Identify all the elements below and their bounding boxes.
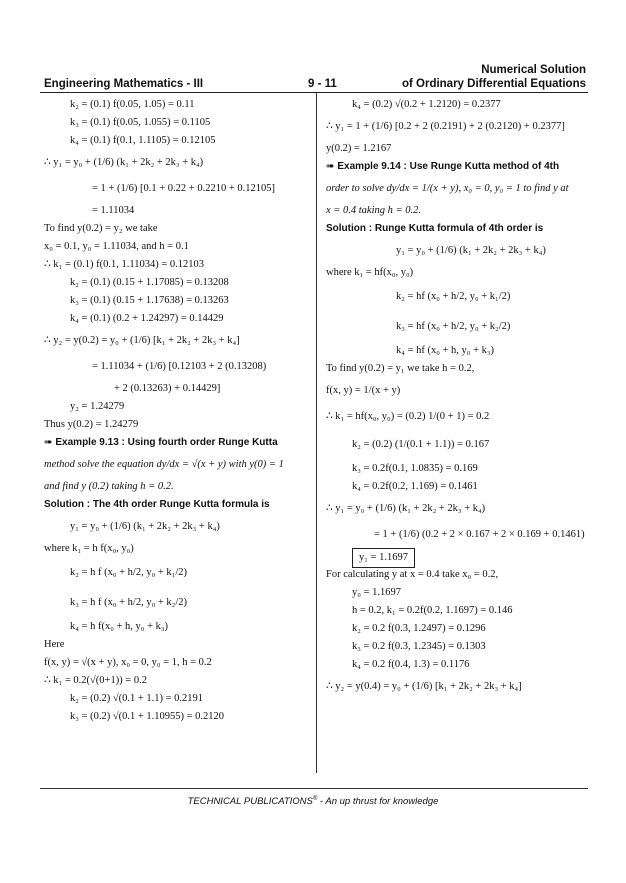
math-line [44, 416, 312, 434]
math-line-text: k₃ = 0.2f(0.1, 1.0835) = 0.169 [352, 463, 478, 474]
math-line-text: Solution : Runge Kutta formula of 4th order is [326, 223, 544, 234]
math-line [326, 220, 588, 238]
math-line-text: y₁ = 1.1697 [352, 548, 415, 568]
left-column [44, 96, 312, 726]
math-line [326, 496, 588, 522]
math-line [44, 150, 312, 176]
math-line-text: h = 0.2, k₁ = 0.2f(0.2, 1.1697) = 0.146 [352, 605, 513, 616]
math-line-text: For calculating y at x = 0.4 take x₀ = 0.2, [326, 569, 499, 580]
math-line-text: ∴ k₁ = (0.1) f(0.1, 1.11034) = 0.12103 [44, 259, 205, 270]
math-line-text: y₁ = y₀ + (1/6) (k₁ + 2k₂ + 2k₃ + k₄) [396, 245, 546, 256]
math-line [44, 478, 312, 496]
math-line [326, 140, 588, 158]
math-line [326, 342, 588, 360]
math-line [44, 96, 312, 114]
math-line-text: x₀ = 0.1, y₀ = 1.11034, and h = 0.1 [44, 241, 189, 252]
math-line [326, 674, 588, 700]
publisher-name: TECHNICAL PUBLICATIONS [187, 796, 313, 808]
math-line [326, 202, 588, 220]
math-line-text: y₀ = 1.1697 [352, 587, 401, 598]
math-line [44, 708, 312, 726]
math-line [326, 238, 588, 264]
math-line [44, 114, 312, 132]
math-line-text: where k₁ = hf(x₀, y₀) [326, 267, 414, 278]
math-line [326, 176, 588, 202]
math-line-text: ∴ y₂ = y(0.4) = y₀ + (1/6) [k₁ + 2k₂ + 2k₃ + k₄] [326, 681, 522, 692]
math-line [44, 514, 312, 540]
math-line-text: k₃ = (0.2) √(0.1 + 1.10955) = 0.2120 [70, 711, 225, 722]
right-column [326, 96, 588, 700]
math-line-text: ∴ k₁ = 0.2(√(0+1)) = 0.2 [44, 675, 147, 686]
math-line-text: ∴ y₂ = y(0.2) = y₀ + (1/6) [k₁ + 2k₂ + 2k₃ + k₄] [44, 335, 240, 346]
math-line-text: k₃ = hf (x₀ + h/2, y₀ + k₂/2) [396, 321, 511, 332]
math-line-text: k₄ = hf (x₀ + h, y₀ + k₃) [396, 345, 495, 356]
math-line-text: x = 0.4 taking h = 0.2. [326, 205, 421, 216]
math-line-text: f(x, y) = √(x + y), x₀ = 0, y₀ = 1, h = 0.2 [44, 657, 212, 668]
math-line-text: To find y(0.2) = y₁ we take h = 0.2, [326, 363, 475, 374]
math-line [44, 328, 312, 354]
math-line [44, 292, 312, 310]
math-line [44, 238, 312, 256]
math-line-text: k₄ = 0.2f(0.2, 1.169) = 0.1461 [352, 481, 478, 492]
math-line-text: y(0.2) = 1.2167 [326, 143, 392, 154]
math-line [44, 398, 312, 416]
math-line [326, 96, 588, 114]
math-line [44, 132, 312, 150]
math-line [326, 584, 588, 602]
math-line [44, 636, 312, 654]
math-line [44, 690, 312, 708]
math-line-text: ∴ y₁ = y₀ + (1/6) (k₁ + 2k₂ + 2k₃ + k₄) [326, 503, 486, 514]
math-line-text: k₃ = 0.2 f(0.3, 1.2345) = 0.1303 [352, 641, 486, 652]
math-line-text: To find y(0.2) = y₂ we take [44, 223, 158, 234]
math-line-text: y₁ = y₀ + (1/6) (k₁ + 2k₂ + 2k₃ + k₄) [70, 521, 220, 532]
math-line-text: order to solve dy/dx = 1/(x + y), x₀ = 0, y₀ = 1 to find y at [326, 183, 569, 194]
math-line [326, 378, 588, 404]
column-divider [316, 93, 317, 773]
math-line [326, 602, 588, 620]
math-line [326, 460, 588, 478]
math-line-text: + 2 (0.13263) + 0.14429] [114, 383, 221, 394]
math-line-text: k₄ = (0.1) (0.2 + 1.24297) = 0.14429 [70, 313, 224, 324]
math-line [44, 380, 312, 398]
math-line [44, 434, 312, 452]
math-line [44, 558, 312, 588]
math-line-text: where k₁ = h f(x₀, y₀) [44, 543, 134, 554]
math-line [326, 264, 588, 282]
chapter-title-line2: of Ordinary Differential Equations [401, 78, 586, 90]
math-line [326, 430, 588, 460]
math-line-text: Solution : The 4th order Runge Kutta formula is [44, 499, 270, 510]
math-line-text: k₂ = (0.1) (0.15 + 1.17085) = 0.13208 [70, 277, 229, 288]
math-line-text: k₃ = (0.1) f(0.05, 1.055) = 0.1105 [70, 117, 211, 128]
math-line [326, 638, 588, 656]
math-line [44, 654, 312, 672]
math-line [326, 312, 588, 342]
math-line-text: ∴ k₁ = hf(x₀, y₀) = (0.2) 1/(0 + 1) = 0.2 [326, 411, 490, 422]
math-line [326, 656, 588, 674]
math-line [326, 522, 588, 548]
math-line-text: k₂ = (0.2) √(0.1 + 1.1) = 0.2191 [70, 693, 204, 704]
math-line [326, 548, 588, 566]
math-line [326, 404, 588, 430]
math-line-text: y₂ = 1.24279 [70, 401, 125, 412]
math-line-text: k₂ = (0.2) (1/(0.1 + 1.1)) = 0.167 [352, 439, 490, 450]
math-line [44, 618, 312, 636]
math-line-text: k₂ = hf (x₀ + h/2, y₀ + k₁/2) [396, 291, 511, 302]
math-line-text: Example 9.14 : Use Runge Kutta method of 4th [337, 161, 560, 172]
math-line [326, 360, 588, 378]
math-line [44, 220, 312, 238]
math-line [44, 452, 312, 478]
example-arrow-icon: ➠ [44, 437, 53, 448]
math-line-text: k₂ = 0.2 f(0.3, 1.2497) = 0.1296 [352, 623, 486, 634]
math-line-text: k₄ = h f(x₀ + h, y₀ + k₃) [70, 621, 169, 632]
page-number: 9 - 11 [308, 78, 337, 90]
math-line-text: k₂ = (0.1) f(0.05, 1.05) = 0.11 [70, 99, 195, 110]
math-line-text: = 1 + (1/6) (0.2 + 2 × 0.167 + 2 × 0.169 + 0.1461) [374, 529, 585, 540]
math-line-text: ∴ y₁ = y₀ + (1/6) (k₁ + 2k₂ + 2k₃ + k₄) [44, 157, 204, 168]
math-line [44, 588, 312, 618]
math-line-text: k₄ = (0.2) √(0.2 + 1.2120) = 0.2377 [352, 99, 501, 110]
math-line-text: method solve the equation dy/dx = √(x + y) with y(0) = 1 [44, 459, 284, 470]
chapter-title-line1: Numerical Solution [481, 64, 586, 76]
math-line-text: k₂ = h f (x₀ + h/2, y₀ + k₁/2) [70, 567, 187, 578]
math-line [44, 310, 312, 328]
math-line [326, 158, 588, 176]
math-line-text: = 1 + (1/6) [0.1 + 0.22 + 0.2210 + 0.12105] [92, 183, 276, 194]
math-line-text: Example 9.13 : Using fourth order Runge Kutta [55, 437, 278, 448]
math-line-text: = 1.11034 + (1/6) [0.12103 + 2 (0.13208) [92, 361, 267, 372]
math-line [44, 354, 312, 380]
math-line-text: k₃ = (0.1) (0.15 + 1.17638) = 0.13263 [70, 295, 229, 306]
math-line [44, 672, 312, 690]
math-line [326, 478, 588, 496]
math-line-text: k₄ = (0.1) f(0.1, 1.1105) = 0.12105 [70, 135, 216, 146]
footer-rule [40, 788, 588, 789]
math-line [44, 256, 312, 274]
book-title: Engineering Mathematics - III [44, 78, 204, 90]
math-line-text: Thus y(0.2) = 1.24279 [44, 419, 139, 430]
page-footer [0, 796, 626, 807]
math-line [44, 540, 312, 558]
math-line-text: f(x, y) = 1/(x + y) [326, 385, 401, 396]
math-line-text: and find y (0.2) taking h = 0.2. [44, 481, 174, 492]
page-header [40, 62, 588, 93]
math-line-text: k₃ = h f (x₀ + h/2, y₀ + k₂/2) [70, 597, 187, 608]
math-line-text: = 1.11034 [92, 205, 135, 216]
publisher-tagline: - An up thrust for knowledge [317, 796, 439, 808]
example-arrow-icon: ➠ [326, 161, 335, 172]
math-line-text: k₄ = 0.2 f(0.4, 1.3) = 0.1176 [352, 659, 470, 670]
math-line [44, 202, 312, 220]
math-line [44, 496, 312, 514]
math-line [44, 176, 312, 202]
math-line [326, 114, 588, 140]
math-line [44, 274, 312, 292]
math-line [326, 566, 588, 584]
math-line [326, 282, 588, 312]
math-line [326, 620, 588, 638]
math-line-text: ∴ y₁ = 1 + (1/6) [0.2 + 2 (0.2191) + 2 (0.2120) + 0.2377] [326, 121, 565, 132]
math-line-text: Here [44, 639, 65, 650]
registered-mark: ® [312, 796, 318, 802]
